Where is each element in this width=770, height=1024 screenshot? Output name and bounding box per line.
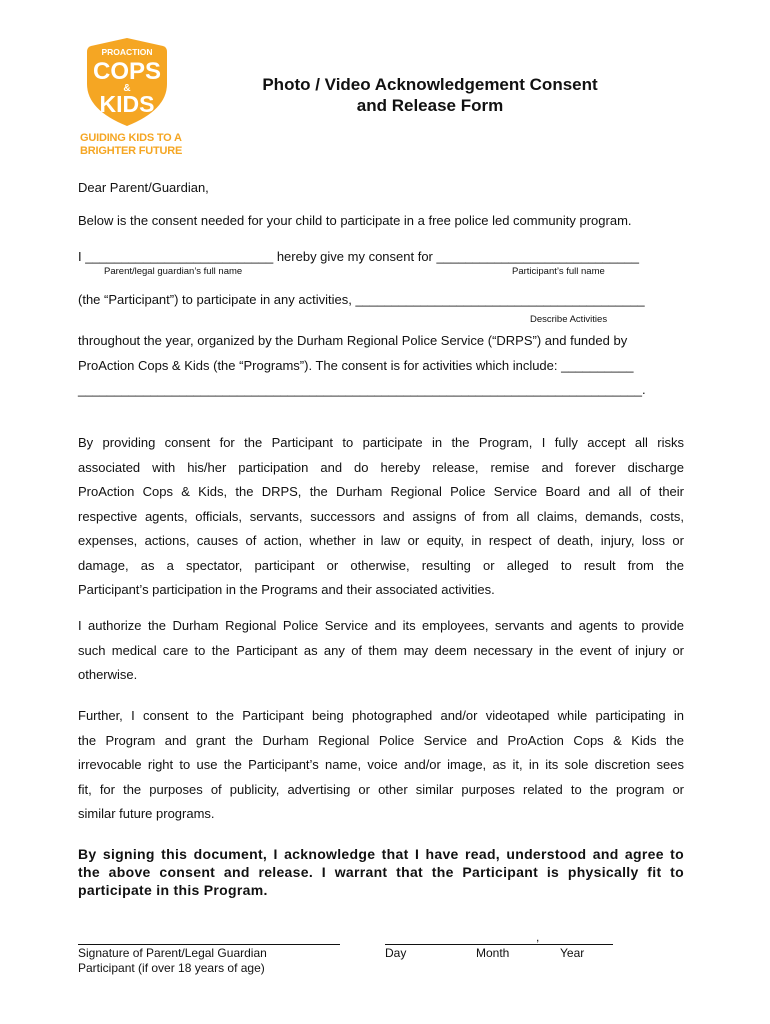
svg-text:&: & <box>123 83 131 94</box>
media-line: irrevocable right to use the Participant’s name, voice and/or image, as it, in its sole discretion sees <box>78 757 684 772</box>
release-line: associated with his/her participation and do hereby release, remise and forever discharge <box>78 459 684 475</box>
form-title <box>240 74 620 116</box>
release-line: respective agents, officials, servants, successors and assigns of from all claims, demands, costs, <box>78 508 684 524</box>
media-line: Further, I consent to the Participant being photographed and/or videotaped while participating in <box>78 708 684 723</box>
medical-line: otherwise. <box>78 667 138 682</box>
release-paragraph <box>78 431 684 603</box>
date-year-label: Year <box>560 946 585 960</box>
activities-line: (the “Participant”) to participate in any activities, ________________________________________ <box>78 292 645 307</box>
activities-caption: Describe Activities <box>530 314 608 325</box>
release-line: ProAction Cops & Kids, the DRPS, the Durham Regional Police Service Board and all of their <box>78 484 684 499</box>
date-day-label: Day <box>385 946 407 960</box>
guardian-name-caption: Parent/legal guardian’s full name <box>104 266 243 277</box>
date-comma: , <box>536 930 540 944</box>
medical-line: such medical care to the Participant as any of them may deem necessary in the event of injury or <box>78 642 684 658</box>
intro-text: Below is the consent needed for your child to participate in a free police led community program. <box>78 213 632 228</box>
signature-line[interactable] <box>78 944 340 945</box>
logo-tagline <box>80 132 190 158</box>
release-line: Participant’s participation in the Programs and their associated activities. <box>78 582 495 597</box>
consent-line: I __________________________ hereby give my consent for ____________________________ <box>78 249 639 264</box>
salutation: Dear Parent/Guardian, <box>78 180 209 195</box>
acknowledgement-line: By signing this document, I acknowledge that I have read, understood and agree to <box>78 846 684 862</box>
program-line-2: ProAction Cops & Kids (the “Programs”). The consent is for activities which include: __________ <box>78 358 634 373</box>
tagline-line-1: GUIDING KIDS TO A <box>80 132 182 144</box>
title-line-2: and Release Form <box>356 96 504 115</box>
media-line: the Program and grant the Durham Regional Police Service and ProAction Cops & Kids the <box>78 732 684 748</box>
svg-text:COPS: COPS <box>92 58 162 85</box>
svg-text:KIDS: KIDS <box>99 91 155 117</box>
shield-badge-icon <box>85 36 169 128</box>
date-line[interactable] <box>385 944 613 945</box>
signature-labels <box>78 946 267 976</box>
program-line-3: ______________________________________________________________________________. <box>78 382 646 397</box>
release-line: damage, as a spectator, participant or otherwise, resulting or alleged to result from the <box>78 557 684 573</box>
signature-label: Signature of Parent/Legal Guardian <box>78 946 267 960</box>
date-month-label: Month <box>476 946 510 960</box>
media-line: similar future programs. <box>78 806 215 821</box>
media-paragraph <box>78 704 684 827</box>
release-line: By providing consent for the Participant to participate in the Program, I fully accept all risks <box>78 435 684 450</box>
acknowledgement-line: participate in this Program. <box>78 882 268 898</box>
acknowledgement-line: the above consent and release. I warrant that the Participant is physically fit to <box>78 864 684 880</box>
medical-line: I authorize the Durham Regional Police Service and its employees, servants and agents to provide <box>78 618 684 633</box>
media-line: fit, for the purposes of publicity, advertising or other similar purposes related to the program or <box>78 781 684 797</box>
tagline-line-2: BRIGHTER FUTURE <box>80 145 183 157</box>
release-line: expenses, actions, causes of action, whether in law or equity, in respect of death, injury, loss or <box>78 533 684 548</box>
svg-text:PROACTION: PROACTION <box>101 47 153 57</box>
acknowledgement-block <box>78 845 684 899</box>
medical-paragraph <box>78 614 684 688</box>
title-line-1: Photo / Video Acknowledgement Consent <box>262 75 598 94</box>
signature-sublabel: Participant (if over 18 years of age) <box>78 961 265 975</box>
participant-name-caption: Participant’s full name <box>512 266 605 277</box>
program-line-1: throughout the year, organized by the Durham Regional Police Service (“DRPS”) and funded by <box>78 333 628 348</box>
